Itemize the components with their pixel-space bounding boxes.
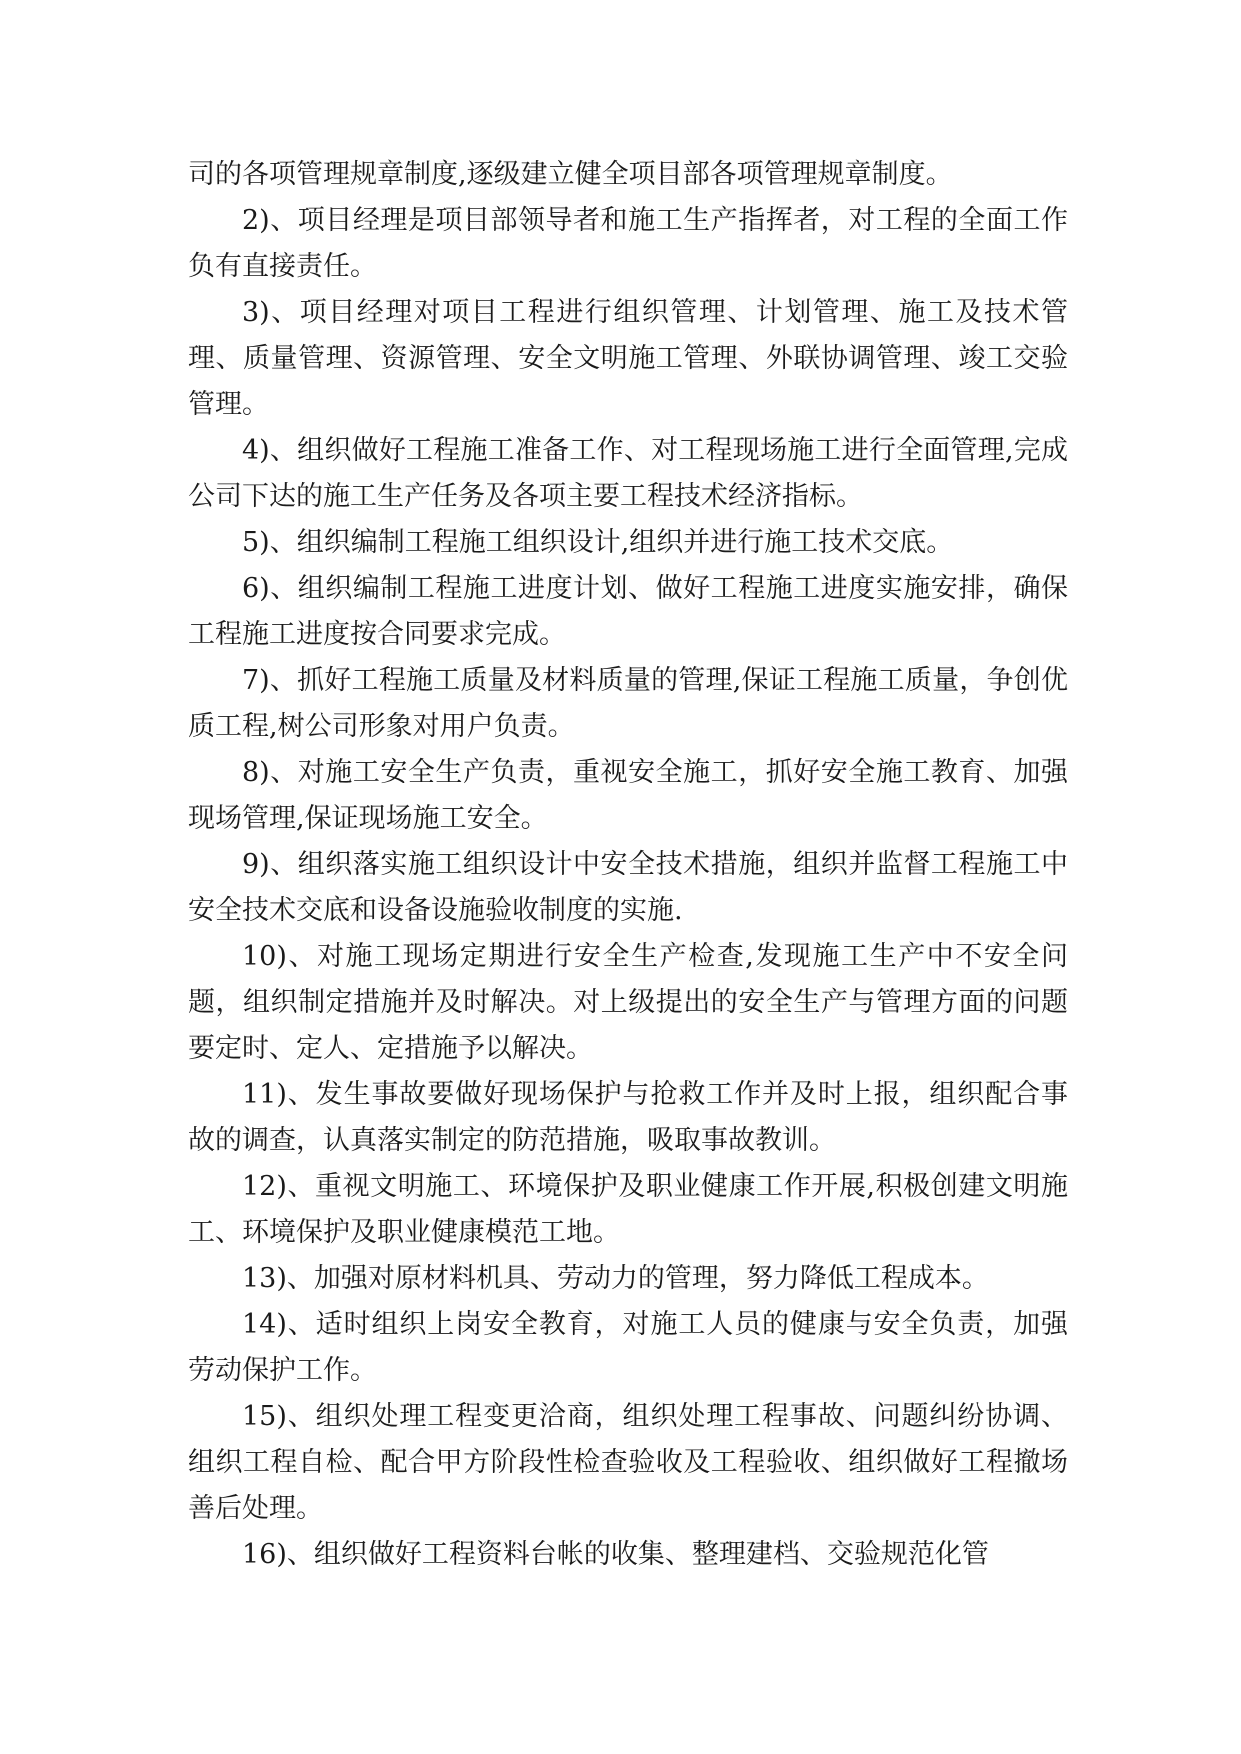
paragraph-item-12: 12)、重视文明施工、环境保护及职业健康工作开展,积极创建文明施工、环境保护及职业健康模范工地。: [188, 1171, 1068, 1248]
paragraph-item-9: 9)、组织落实施工组织设计中安全技术措施，组织并监督工程施工中安全技术交底和设备设施验收制度的实施.: [188, 849, 1068, 926]
paragraph-item-4: 4)、组织做好工程施工准备工作、对工程现场施工进行全面管理,完成公司下达的施工生产任务及各项主要工程技术经济指标。: [188, 435, 1068, 512]
paragraph-item-16: 16)、组织做好工程资料台帐的收集、整理建档、交验规范化管: [242, 1539, 989, 1570]
paragraph-item-8: 8)、对施工安全生产负责，重视安全施工，抓好安全施工教育、加强现场管理,保证现场施工安全。: [188, 757, 1068, 834]
paragraph-item-6: 6)、组织编制工程施工进度计划、做好工程施工进度实施安排，确保工程施工进度按合同要求完成。: [188, 573, 1068, 650]
paragraph-item-10: 10)、对施工现场定期进行安全生产检查,发现施工生产中不安全问题，组织制定措施并及时解决。对上级提出的安全生产与管理方面的问题要定时、定人、定措施予以解决。: [188, 941, 1068, 1064]
paragraph-item-15: 15)、组织处理工程变更洽商，组织处理工程事故、问题纠纷协调、组织工程自检、配合甲方阶段性检查验收及工程验收、组织做好工程撤场善后处理。: [188, 1401, 1068, 1524]
paragraph-item-11: 11)、发生事故要做好现场保护与抢救工作并及时上报，组织配合事故的调查，认真落实制定的防范措施，吸取事故教训。: [188, 1079, 1068, 1156]
paragraph-item-3: 3)、项目经理对项目工程进行组织管理、计划管理、施工及技术管理、质量管理、资源管理、安全文明施工管理、外联协调管理、竣工交验管理。: [188, 297, 1068, 420]
paragraph-continuation: 司的各项管理规章制度,逐级建立健全项目部各项管理规章制度。: [188, 159, 953, 190]
document-body: [188, 152, 1068, 1578]
paragraph-item-14: 14)、适时组织上岗安全教育，对施工人员的健康与安全负责，加强劳动保护工作。: [188, 1309, 1068, 1386]
paragraph-item-2: 2)、项目经理是项目部领导者和施工生产指挥者，对工程的全面工作负有直接责任。: [188, 205, 1068, 282]
paragraph-item-5: 5)、组织编制工程施工组织设计,组织并进行施工技术交底。: [242, 527, 954, 558]
paragraph-item-13: 13)、加强对原材料机具、劳动力的管理，努力降低工程成本。: [242, 1263, 989, 1294]
paragraph-item-7: 7)、抓好工程施工质量及材料质量的管理,保证工程施工质量，争创优质工程,树公司形象对用户负责。: [188, 665, 1068, 742]
